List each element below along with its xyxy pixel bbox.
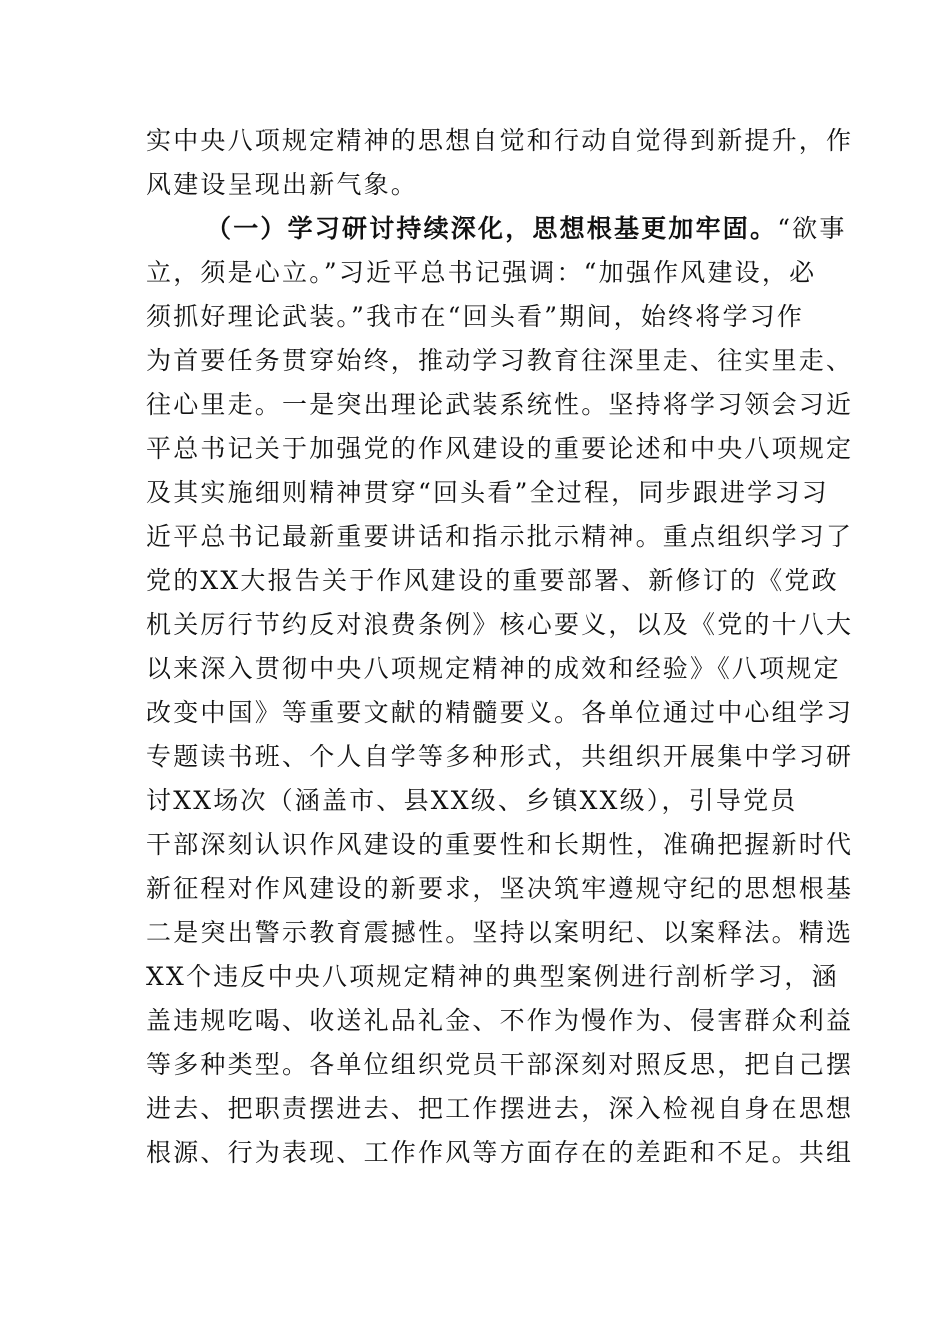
text-line: 干部深刻认识作风建设的重要性和长期性，准确把握新时代 <box>146 830 854 859</box>
text-line: 须抓好理论武装。”我市在“回头看”期间，始终将学习作 <box>146 302 805 331</box>
text-line: 盖违规吃喝、收送礼品礼金、不作为慢作为、侵害群众利益 <box>146 1006 854 1035</box>
section-heading-text: （一）学习研讨持续深化，思想根基更加牢固。 <box>206 214 778 243</box>
text-line: 以来深入贯彻中央八项规定精神的成效和经验》《八项规定 <box>146 654 841 683</box>
text-line: 平总书记关于加强党的作风建设的重要论述和中央八项规定 <box>146 434 854 463</box>
text-line: 机关厉行节约反对浪费条例》核心要义，以及《党的十八大 <box>146 610 854 639</box>
text-line: 专题读书班、个人自学等多种形式，共组织开展集中学习研 <box>146 742 854 771</box>
text-line: 等多种类型。各单位组织党员干部深刻对照反思，把自己摆 <box>146 1050 854 1079</box>
text-line: 为首要任务贯穿始终，推动学习教育往深里走、往实里走、 <box>146 346 854 375</box>
text-line: 改变中国》等重要文献的精髓要义。各单位通过中心组学习 <box>146 698 854 727</box>
text-line: 讨XX场次（涵盖市、县XX级、乡镇XX级），引导党员 <box>146 786 798 815</box>
text-line: 风建设呈现出新气象。 <box>146 170 419 199</box>
text-line: 往心里走。一是突出理论武装系统性。坚持将学习领会习近 <box>146 390 854 419</box>
text-line: 实中央八项规定精神的思想自觉和行动自觉得到新提升，作 <box>146 126 854 155</box>
text-line: 二是突出警示教育震撼性。坚持以案明纪、以案释法。精选 <box>146 918 854 947</box>
text-line: 进去、把职责摆进去、把工作摆进去，深入检视自身在思想 <box>146 1094 854 1123</box>
text-line: XX个违反中央八项规定精神的典型案例进行剖析学习，涵 <box>146 962 839 991</box>
text-line: 根源、行为表现、工作作风等方面存在的差距和不足。共组 <box>146 1138 854 1167</box>
text-line: 及其实施细则精神贯穿“回头看”全过程，同步跟进学习习 <box>146 478 829 507</box>
quote-start: “欲事 <box>777 214 847 243</box>
text-line: 近平总书记最新重要讲话和指示批示精神。重点组织学习了 <box>146 522 854 551</box>
text-line: 立，须是心立。”习近平总书记强调：“加强作风建设，必 <box>146 258 817 287</box>
text-line: 新征程对作风建设的新要求，坚决筑牢遵规守纪的思想根基 <box>146 874 854 903</box>
text-line: 党的XX大报告关于作风建设的重要部署、新修订的《党政 <box>146 566 839 595</box>
section-heading <box>206 207 847 251</box>
